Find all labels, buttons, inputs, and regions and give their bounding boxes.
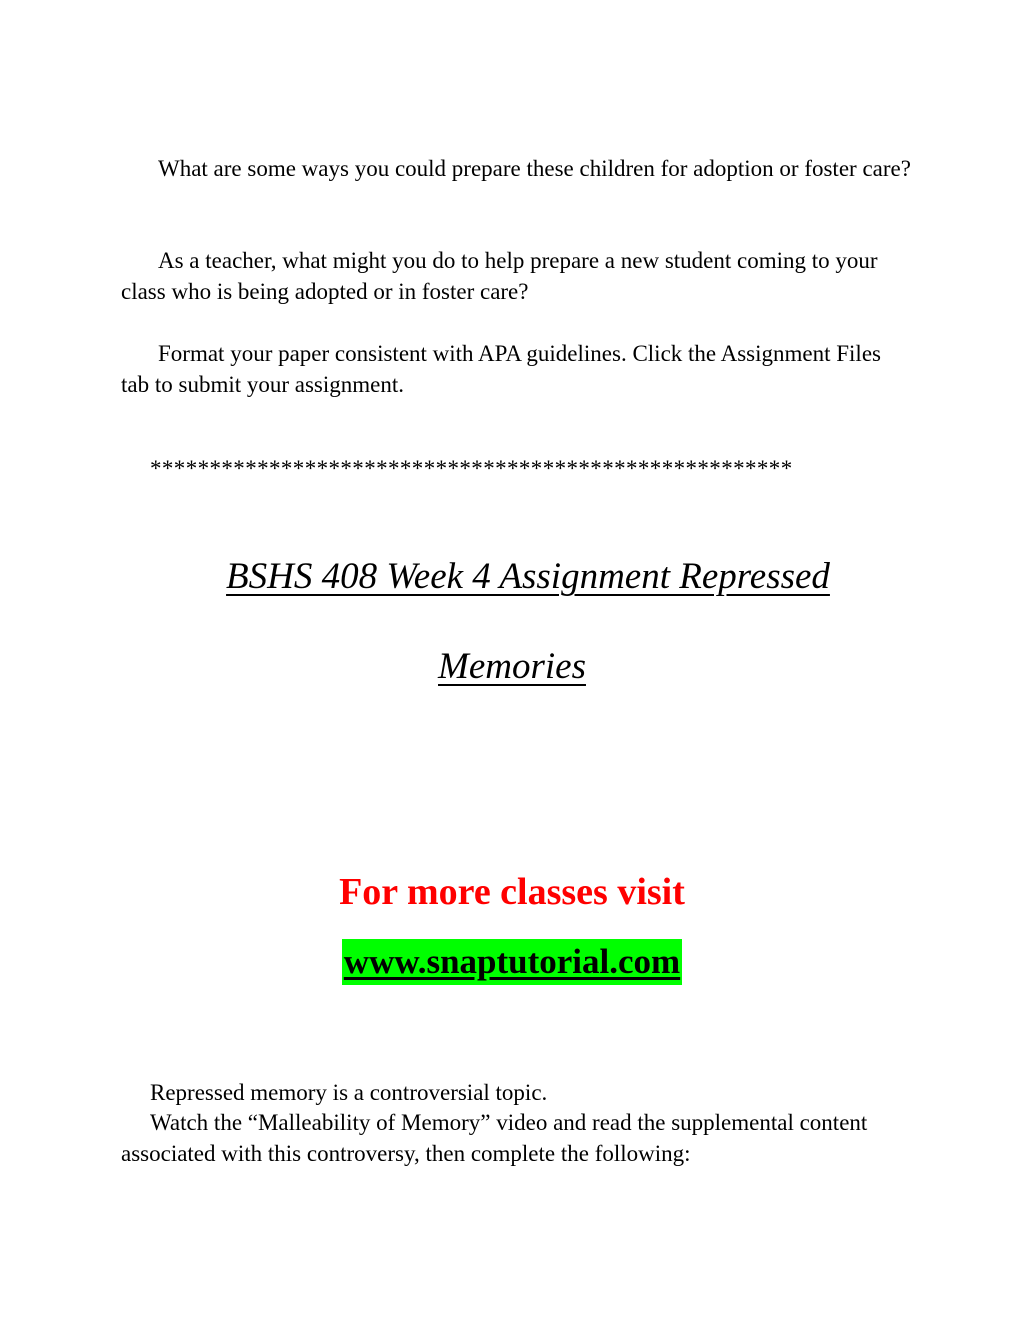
promo-link-row (0, 939, 1024, 985)
body-intro: Repressed memory is a controversial topic. (150, 1080, 548, 1105)
snaptutorial-link[interactable]: www.snaptutorial.com (342, 939, 682, 985)
asterisk-separator: ****************************************************** (150, 456, 793, 481)
question-teacher-help: As a teacher, what might you do to help prepare a new student coming to your class who is being adopted or in foster care? (121, 248, 878, 304)
question-adoption-prep: What are some ways you could prepare these children for adoption or foster care? (158, 156, 911, 181)
promo-text: For more classes visit (339, 871, 685, 913)
assignment-title-line-1: BSHS 408 Week 4 Assignment Repressed (226, 556, 830, 597)
assignment-title-line-2: Memories (438, 646, 586, 687)
format-instructions: Format your paper consistent with APA guidelines. Click the Assignment Files tab to submit your assignment. (121, 341, 881, 397)
body-instructions: Watch the “Malleability of Memory” video and read the supplemental content associated with this controversy, then complete the following: (121, 1110, 868, 1166)
